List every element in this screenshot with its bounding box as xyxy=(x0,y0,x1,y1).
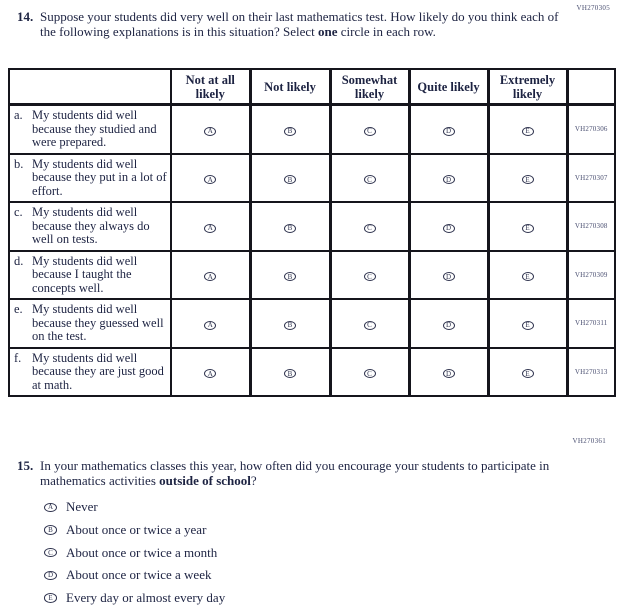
question-14-text-after: circle in each row. xyxy=(337,23,436,39)
row-stem xyxy=(9,251,171,300)
answer-bubble-c[interactable]: C xyxy=(364,224,376,233)
option-every-day[interactable] xyxy=(44,587,225,610)
accession-code-q15: VH270361 xyxy=(572,437,606,445)
answer-bubble-a[interactable]: A xyxy=(204,272,216,281)
option-label: About once or twice a month xyxy=(66,544,218,560)
question-14-number: 14. xyxy=(17,9,34,24)
answer-bubble-c[interactable]: C xyxy=(364,175,376,184)
bubble-cell xyxy=(250,251,330,300)
answer-bubble-d[interactable]: D xyxy=(443,272,455,281)
col-header-not-at-all-likely: Not at all likely xyxy=(171,69,250,105)
row-text: My students did well because they put in a lot of effort. xyxy=(32,156,167,198)
bubble-cell xyxy=(409,105,488,154)
table-header-row xyxy=(9,69,615,105)
option-label: About once or twice a week xyxy=(66,567,212,583)
col-header-not-likely: Not likely xyxy=(250,69,330,105)
answer-bubble-a[interactable]: A xyxy=(204,224,216,233)
row-letter: b. xyxy=(14,156,24,171)
bubble-cell xyxy=(171,105,250,154)
question-14-text-before: Suppose your students did very well on their last mathematics test. How likely do you think each of the following explanations is in this situation? Select xyxy=(40,9,559,39)
bubble-cell xyxy=(250,299,330,348)
option-bubble-a[interactable]: A xyxy=(44,503,57,513)
answer-bubble-b[interactable]: B xyxy=(284,272,296,281)
bubble-cell xyxy=(409,251,488,300)
table-row-b xyxy=(9,154,615,203)
row-text: My students did well because they guessed well on the test. xyxy=(32,302,164,343)
bubble-cell xyxy=(250,348,330,397)
bubble-cell xyxy=(330,105,409,154)
answer-bubble-d[interactable]: D xyxy=(443,321,455,330)
answer-bubble-b[interactable]: B xyxy=(284,321,296,330)
answer-bubble-e[interactable]: E xyxy=(522,369,534,378)
option-bubble-d[interactable]: D xyxy=(44,571,57,581)
row-stem xyxy=(9,105,171,154)
col-header-extremely-likely: Extremely likely xyxy=(488,69,567,105)
bubble-cell xyxy=(488,105,567,154)
table-row-e xyxy=(9,299,615,348)
bubble-cell xyxy=(250,154,330,203)
question-14-bold: one xyxy=(318,23,338,39)
row-text: My students did well because they always do well on tests. xyxy=(32,205,150,246)
bubble-cell xyxy=(330,202,409,251)
col-header-quite-likely: Quite likely xyxy=(409,69,488,105)
answer-bubble-b[interactable]: B xyxy=(284,369,296,378)
row-stem xyxy=(9,348,171,397)
answer-bubble-c[interactable]: C xyxy=(364,127,376,136)
row-code: VH270306 xyxy=(567,105,615,154)
option-bubble-e[interactable]: E xyxy=(44,593,57,603)
answer-bubble-a[interactable]: A xyxy=(204,175,216,184)
row-code: VH270311 xyxy=(567,299,615,348)
option-once-twice-month[interactable] xyxy=(44,541,225,564)
question-15-bold: outside of school xyxy=(159,472,251,488)
row-letter: f. xyxy=(14,350,22,365)
bubble-cell xyxy=(409,154,488,203)
bubble-cell xyxy=(250,202,330,251)
table-row-d xyxy=(9,251,615,300)
bubble-cell xyxy=(330,154,409,203)
row-stem xyxy=(9,299,171,348)
row-letter: d. xyxy=(14,253,24,268)
question-15-text-after: ? xyxy=(250,472,257,488)
row-letter: a. xyxy=(14,108,23,122)
bubble-cell xyxy=(330,251,409,300)
row-code: VH270307 xyxy=(567,154,615,203)
answer-bubble-e[interactable]: E xyxy=(522,321,534,330)
question-14-text xyxy=(40,10,565,39)
row-letter: c. xyxy=(14,205,23,219)
option-label: About once or twice a year xyxy=(66,522,207,538)
bubble-cell xyxy=(488,251,567,300)
answer-bubble-e[interactable]: E xyxy=(522,272,534,281)
option-once-twice-year[interactable] xyxy=(44,519,225,542)
bubble-cell xyxy=(250,105,330,154)
question-15-text-before: In your mathematics classes this year, how often did you encourage your students to participate in mathematics activities xyxy=(40,458,550,488)
bubble-cell xyxy=(171,202,250,251)
row-text: My students did well because I taught the concepts well. xyxy=(32,253,138,295)
option-never[interactable] xyxy=(44,496,225,519)
question-14 xyxy=(17,10,577,39)
answer-bubble-d[interactable]: D xyxy=(443,175,455,184)
option-once-twice-week[interactable] xyxy=(44,564,225,587)
answer-bubble-e[interactable]: E xyxy=(522,224,534,233)
answer-bubble-d[interactable]: D xyxy=(443,369,455,378)
answer-bubble-b[interactable]: B xyxy=(284,127,296,136)
option-label: Never xyxy=(66,499,98,515)
answer-bubble-b[interactable]: B xyxy=(284,224,296,233)
row-code: VH270313 xyxy=(567,348,615,397)
option-bubble-b[interactable]: B xyxy=(44,525,57,535)
bubble-cell xyxy=(488,154,567,203)
answer-bubble-d[interactable]: D xyxy=(443,127,455,136)
option-label: Every day or almost every day xyxy=(66,590,226,606)
answer-bubble-c[interactable]: C xyxy=(364,272,376,281)
row-text: My students did well because they studied and were prepared. xyxy=(32,108,157,149)
table-row-f xyxy=(9,348,615,397)
bubble-cell xyxy=(171,251,250,300)
answer-bubble-d[interactable]: D xyxy=(443,224,455,233)
bubble-cell xyxy=(488,202,567,251)
answer-bubble-e[interactable]: E xyxy=(522,175,534,184)
bubble-cell xyxy=(409,299,488,348)
row-stem xyxy=(9,154,171,203)
option-bubble-c[interactable]: C xyxy=(44,548,57,558)
question-15-text xyxy=(40,459,560,488)
code-column-header xyxy=(567,69,615,105)
bubble-cell xyxy=(171,154,250,203)
accession-code-q14: VH270305 xyxy=(576,4,610,12)
answer-bubble-c[interactable]: C xyxy=(364,321,376,330)
col-header-somewhat-likely: Somewhat likely xyxy=(330,69,409,105)
stem-header xyxy=(9,69,171,105)
bubble-cell xyxy=(488,299,567,348)
row-stem xyxy=(9,202,171,251)
answer-bubble-a[interactable]: A xyxy=(204,369,216,378)
table-row-a xyxy=(9,105,615,154)
answer-bubble-b[interactable]: B xyxy=(284,175,296,184)
bubble-cell xyxy=(171,299,250,348)
answer-bubble-c[interactable]: C xyxy=(364,369,376,378)
bubble-cell xyxy=(171,348,250,397)
table-row-c xyxy=(9,202,615,251)
question-15-number: 15. xyxy=(17,458,34,473)
row-text: My students did well because they are just good at math. xyxy=(32,350,164,392)
question-15 xyxy=(17,459,577,488)
row-letter: e. xyxy=(14,302,23,316)
bubble-cell xyxy=(330,348,409,397)
bubble-cell xyxy=(409,348,488,397)
answer-bubble-e[interactable]: E xyxy=(522,127,534,136)
bubble-cell xyxy=(409,202,488,251)
likelihood-table xyxy=(8,68,616,397)
answer-bubble-a[interactable]: A xyxy=(204,321,216,330)
question-15-options xyxy=(44,496,225,609)
answer-bubble-a[interactable]: A xyxy=(204,127,216,136)
row-code: VH270309 xyxy=(567,251,615,300)
bubble-cell xyxy=(330,299,409,348)
bubble-cell xyxy=(488,348,567,397)
row-code: VH270308 xyxy=(567,202,615,251)
